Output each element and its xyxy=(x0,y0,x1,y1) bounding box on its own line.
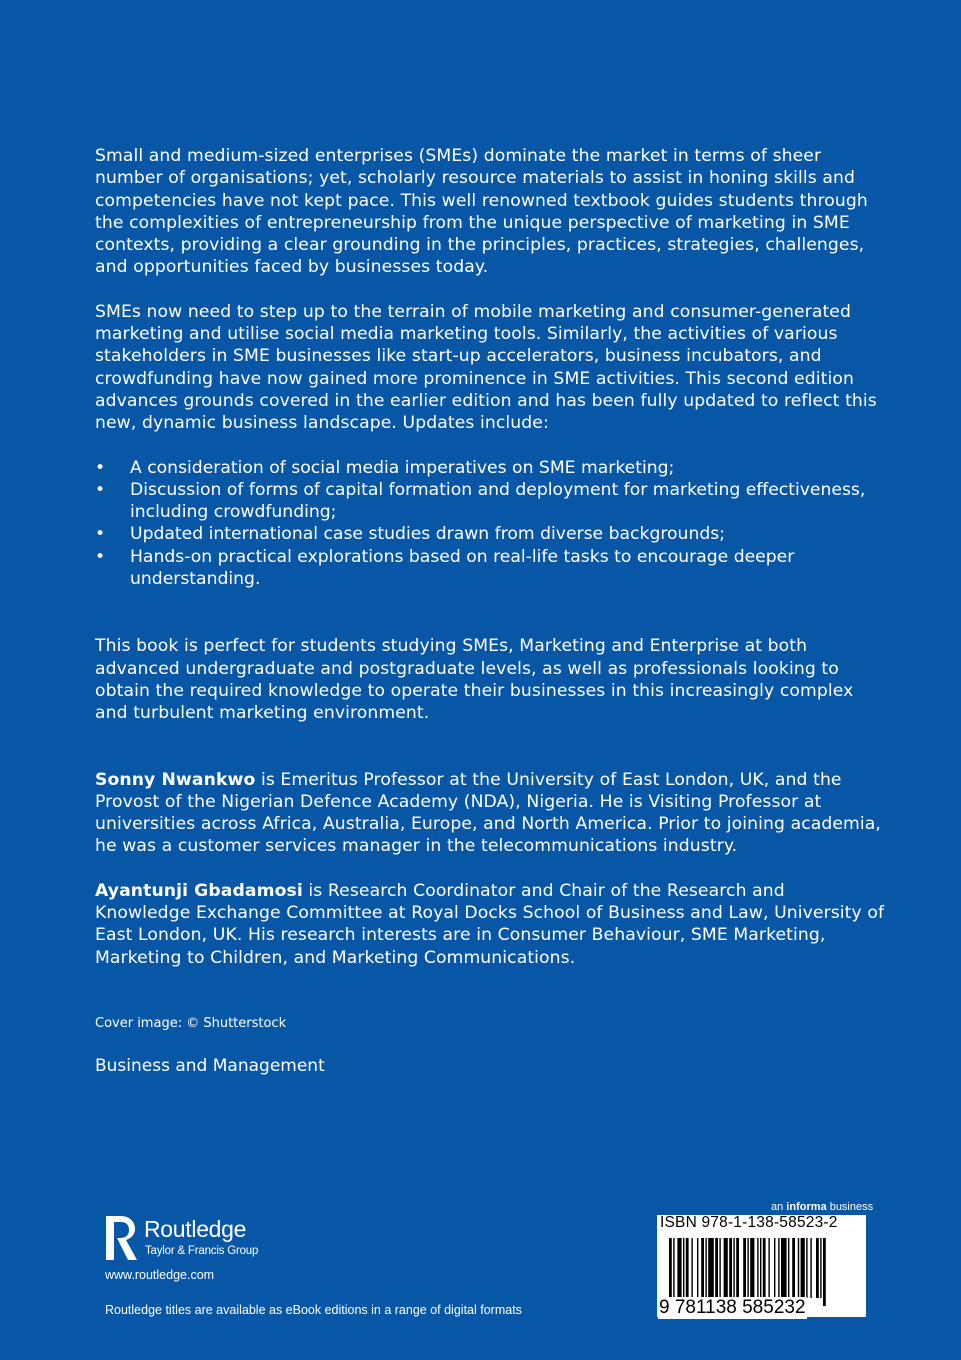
barcode-bar xyxy=(686,1238,689,1298)
barcode-bar xyxy=(801,1238,805,1298)
barcode-bar xyxy=(810,1238,811,1298)
barcode-bar xyxy=(774,1238,775,1298)
barcode-bar xyxy=(760,1238,761,1298)
barcode-bar xyxy=(792,1238,795,1298)
list-item: • Discussion of forms of capital formation and deployment for marketing effectiveness, including crowdfunding; xyxy=(95,479,866,523)
publisher-group: Taylor & Francis Group xyxy=(145,1245,259,1257)
barcode-bar xyxy=(750,1238,754,1306)
author-name: Sonny Nwankwo xyxy=(95,769,256,790)
barcode-bar xyxy=(743,1238,746,1298)
ebook-note: Routledge titles are available as eBook editions in a range of digital formats xyxy=(105,1303,522,1317)
bullet-icon: • xyxy=(95,546,106,567)
barcode-bar xyxy=(673,1238,674,1306)
cover-image-credit: Cover image: © Shutterstock xyxy=(95,1016,287,1031)
routledge-r-icon xyxy=(104,1214,138,1262)
barcode-bar xyxy=(823,1238,826,1306)
blurb-paragraph-2: SMEs now need to step up to the terrain of mobile marketing and consumer-generated marketing and utilise social media marketing tools. Similarly, the activities of various stakeholders in SME businesses like start-up accelerators, business incubators, and crowdfunding have now gained more prominence in SME activities. This second edition advances grounds covered in the earlier edition and has been fully updated to reflect this new, dynamic business landscape. Updates include: xyxy=(95,301,877,434)
barcode-bar xyxy=(778,1238,779,1298)
barcode-bar xyxy=(724,1238,728,1298)
barcode-bar xyxy=(701,1238,704,1298)
barcode-bar xyxy=(677,1238,681,1298)
bullet-icon: • xyxy=(95,524,106,545)
informa-business-label: an informa business xyxy=(771,1201,874,1213)
routledge-logo xyxy=(104,1214,284,1264)
isbn-label: ISBN 978-1-138-58523-2 xyxy=(660,1214,838,1231)
publisher-name: Routledge xyxy=(144,1216,247,1242)
barcode-bar xyxy=(798,1238,799,1298)
author-name: Ayantunji Gbadamosi xyxy=(95,880,303,901)
barcode-bar xyxy=(708,1238,714,1298)
barcode-bar xyxy=(697,1238,698,1298)
barcode-bar xyxy=(715,1238,718,1298)
publisher-website[interactable]: www.routledge.com xyxy=(105,1268,215,1282)
barcode-bar xyxy=(768,1238,769,1298)
barcode-bar xyxy=(729,1238,732,1298)
barcode-bar xyxy=(747,1238,748,1306)
barcode-bar xyxy=(733,1238,734,1298)
barcode-bar xyxy=(736,1238,739,1298)
list-item: • A consideration of social media imperatives on SME marketing; xyxy=(95,457,675,478)
barcode-bar xyxy=(669,1238,672,1306)
author-bio-text: is Research Coordinator and Chair of the Research and Knowledge Exchange Committee at Royal Docks School of Business and Law, University of East London, UK. His research interests are in Consumer Behaviour, SME Marketing, Marketing to Children, and Marketing Communications. xyxy=(95,880,885,968)
barcode-block xyxy=(657,1215,866,1317)
author-bio-text: is Emeritus Professor at the University of East London, UK, and the Provost of the Nigerian Defence Academy (NDA), Nigeria. He is Visiting Professor at universities across Africa, Australia, Europe, and North America. Prior to joining academia, he was a customer services manager in the telecommunications industry. xyxy=(95,769,881,857)
blurb-paragraph-3: This book is perfect for students studying SMEs, Marketing and Enterprise at both advanced undergraduate and postgraduate levels, as well as professionals looking to obtain the required knowledge to operate their businesses in this increasingly complex and turbulent marketing environment. xyxy=(95,636,854,724)
list-item: • Hands-on practical explorations based on real-life tasks to encourage deeper understanding. xyxy=(95,546,795,590)
bullet-icon: • xyxy=(95,457,106,478)
barcode-bar xyxy=(788,1238,789,1298)
bullet-icon: • xyxy=(95,479,106,500)
barcode-bar xyxy=(757,1238,758,1298)
barcode-bar xyxy=(816,1238,819,1298)
author-bio-2 xyxy=(95,880,885,969)
barcode-bar xyxy=(763,1238,766,1298)
updates-list xyxy=(95,457,885,591)
barcode-digits: 9 781138 585232 xyxy=(659,1297,806,1318)
back-cover-text xyxy=(95,145,885,969)
blurb-paragraph-1: Small and medium-sized enterprises (SMEs) dominate the market in terms of sheer number of organisations; yet, scholarly resource materials to assist in honing skills and competencies have not kept pace. This well renowned textbook guides students through the complexities of entrepreneurship from the unique perspective of marketing in SME contexts, providing a clear grounding in the principles, practices, strategies, challenges, and opportunities faced by businesses today. xyxy=(95,146,868,278)
barcode-bar xyxy=(705,1238,706,1298)
barcode-bar xyxy=(691,1238,692,1298)
barcode-bar xyxy=(781,1238,787,1298)
list-item: • Updated international case studies drawn from diverse backgrounds; xyxy=(95,524,725,545)
barcode-bar xyxy=(683,1238,684,1298)
author-bio-1 xyxy=(95,769,885,858)
subject-category: Business and Management xyxy=(95,1056,325,1076)
barcode-bar xyxy=(719,1238,720,1298)
barcode-bar xyxy=(806,1238,807,1298)
barcode-bar xyxy=(820,1238,821,1298)
